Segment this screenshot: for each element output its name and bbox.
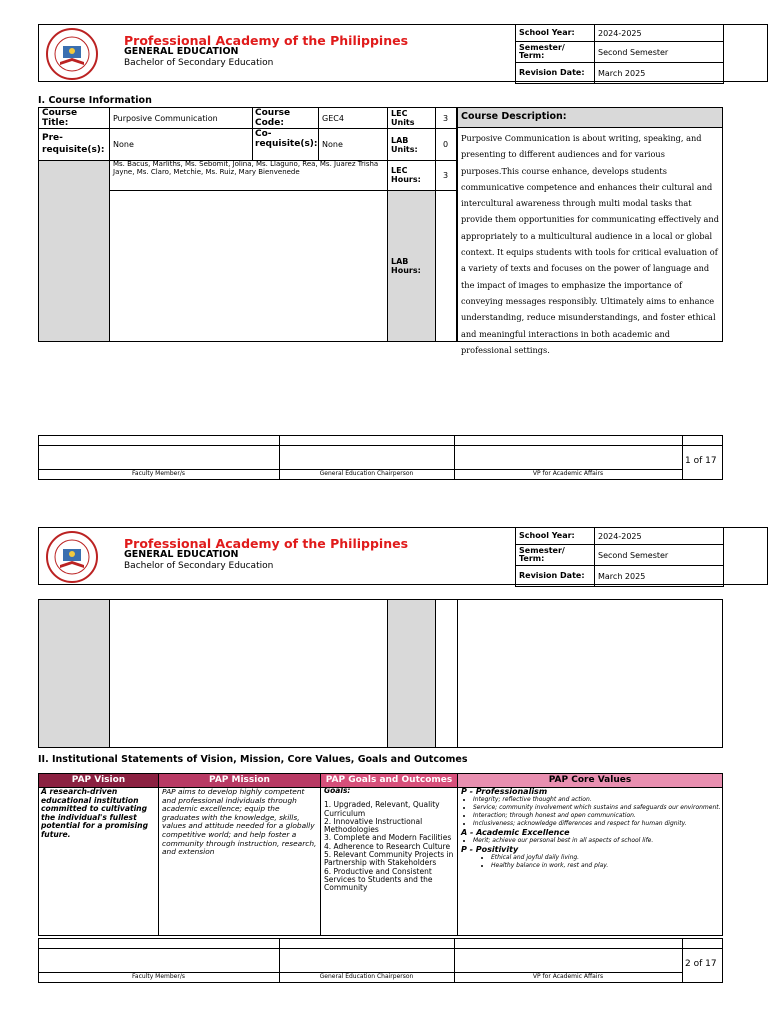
lec-units: 3: [443, 114, 449, 123]
core-value-item: • Service; community involvement which sustains and safeguards our environment.: [473, 804, 721, 812]
vp-signature-label: VP for Academic Affairs: [532, 470, 604, 477]
mission-header: PAP Mission: [159, 774, 320, 787]
meta-value: March 2025: [595, 566, 724, 587]
divider: [457, 773, 458, 936]
school-logo: [46, 28, 98, 80]
divider: [38, 128, 457, 129]
department-name: GENERAL EDUCATION: [124, 549, 239, 560]
divider: [38, 948, 723, 949]
course-title-label: Course Title:: [42, 108, 78, 128]
meta-value: Second Semester: [595, 42, 724, 63]
lec-hours-label: LEC Hours:: [391, 166, 421, 184]
meta-value: 2024-2025: [595, 528, 724, 545]
course-code: GEC4: [322, 114, 344, 123]
divider: [682, 938, 683, 983]
divider: [387, 599, 388, 748]
goal-item: 3. Complete and Modern Facilities: [324, 833, 452, 843]
section-2-heading: II. Institutional Statements of Vision, Mission, Core Values, Goals and Outcomes: [38, 754, 468, 765]
school-logo: [46, 531, 98, 583]
meta-label: School Year:: [516, 528, 595, 545]
values-header: PAP Core Values: [458, 774, 722, 787]
divider: [435, 599, 436, 748]
goals-header: PAP Goals and Outcomes: [321, 774, 457, 787]
meta-label: Revision Date:: [516, 566, 595, 587]
label-column-fill: [39, 600, 109, 747]
core-value-item: • Interaction; through honest and open communication.: [473, 812, 721, 820]
meta-label: Semester/ Term:: [516, 545, 595, 566]
lec-hours: 3: [443, 171, 449, 180]
divider: [38, 107, 39, 342]
meta-value: 2024-2025: [595, 25, 724, 42]
divider: [252, 107, 253, 160]
faculty-list: Ms. Bacus, Marliths, Ms. Sebomit, Jolina, Ms. Llaguno, Rea, Ms. Juarez Trisha Jayne, Ms. Claro, Metchie, Ms. Ruiz, Mary Bienvenede: [113, 160, 379, 176]
divider: [109, 107, 110, 342]
course-description: Purposive Communication is about writing, speaking, and presenting to different audiences and for various purposes.This course enhance, develops students communicative competence and enhances their cultural and intercultural awareness through multi modal tasks that provide them opportunities for communicating effectively and appropriately to a multicultural audience in a local or global context. It equips students with tools for critical evaluation of a variety of texts and focuses on the power of language and the impact of images to emphasize the importance of conveying messages responsibly. Ultimately aims to enhance understanding, reduce misunderstandings, and foster ethical and meaningful interactions in both academic and professional settings.: [461, 133, 719, 355]
department-name: GENERAL EDUCATION: [124, 46, 239, 57]
core-value-item: • Ethical and joyful daily living.: [491, 854, 721, 862]
lab-units-label: LAB Units:: [391, 136, 418, 154]
course-info-continued: [38, 599, 723, 748]
course-title: Purposive Communication: [113, 114, 218, 123]
core-value-list: [461, 796, 721, 828]
coreq-label: Co-requisite(s):: [255, 129, 318, 149]
meta-table: [515, 24, 724, 84]
divider: [38, 445, 723, 446]
core-value-head: A - Academic Excellence: [461, 828, 570, 837]
lab-units: 0: [443, 140, 449, 149]
divider: [435, 107, 436, 342]
lab-hours-label: LAB Hours:: [391, 257, 421, 275]
divider: [682, 435, 683, 480]
divider: [109, 599, 110, 748]
goal-item: 4. Adherence to Research Culture: [324, 841, 451, 851]
course-code-label: Course Code:: [255, 108, 291, 128]
core-value-item: • Inclusiveness; acknowledge differences and respect for human dignity.: [473, 820, 721, 828]
goal-item: 2. Innovative Instructional Methodologies: [324, 816, 423, 835]
goals-label: Goals:: [324, 786, 351, 795]
page-number: 2 of 17: [685, 959, 717, 969]
goal-item: 1. Upgraded, Relevant, Quality Curriculum: [324, 800, 440, 818]
meta-label: Revision Date:: [516, 63, 595, 84]
program-name: Bachelor of Secondary Education: [124, 58, 274, 68]
meta-label: School Year:: [516, 25, 595, 42]
divider: [457, 599, 458, 748]
lab-hours-fill: [387, 600, 435, 747]
divider: [320, 773, 321, 936]
label-column-fill: [39, 160, 109, 341]
vp-signature-label: VP for Academic Affairs: [532, 973, 604, 980]
core-value-item: • Integrity; reflective thought and action.: [473, 796, 721, 804]
faculty-signature-label: Faculty Member/s: [132, 973, 185, 980]
school-title: Professional Academy of the Philippines: [124, 33, 409, 48]
section-1-heading: I. Course Information: [38, 95, 152, 106]
prereq: None: [113, 140, 134, 149]
core-value-list: [461, 854, 721, 870]
meta-table: [515, 527, 724, 587]
core-values-block: [461, 787, 721, 870]
core-value-item: • Merit; achieve our personal best in all aspects of school life.: [473, 837, 721, 845]
core-value-head: P - Positivity: [461, 845, 519, 854]
coreq: None: [322, 140, 343, 149]
vision-text: A research-driven educational institution committed to cultivating the individual's fullest potential for a promising future.: [41, 787, 148, 839]
goal-item: 5. Relevant Community Projects in Partnership with Stakeholders: [324, 850, 454, 868]
lec-units-label: LEC Units: [391, 109, 415, 127]
faculty-signature-label: Faculty Member/s: [132, 470, 185, 477]
goal-item: 6. Productive and Consistent Services to Students and the Community: [324, 866, 433, 893]
prereq-label: Pre-requisite(s):: [42, 133, 105, 155]
vision-header: PAP Vision: [39, 774, 158, 787]
goals-block: [324, 787, 456, 893]
meta-label: Semester/ Term:: [516, 42, 595, 63]
core-value-head: P - Professionalism: [461, 787, 548, 796]
divider: [318, 107, 319, 160]
school-title: Professional Academy of the Philippines: [124, 536, 409, 551]
divider: [109, 190, 457, 191]
core-value-list: [461, 837, 721, 845]
core-value-item: • Healthy balance in work, rest and play.: [491, 862, 721, 870]
chair-signature-label: General Education Chairperson: [319, 470, 414, 477]
meta-value: March 2025: [595, 63, 724, 84]
divider: [387, 107, 388, 342]
divider: [158, 773, 159, 936]
page-number: 1 of 17: [685, 456, 717, 466]
meta-value: Second Semester: [595, 545, 724, 566]
mission-text: PAP aims to develop highly competent and professional individuals through academic excellence; equip the graduates with the knowledge, skills, values and attitude needed for a globally competitive world; and help foster a community through instruction, research, and extension: [162, 787, 317, 857]
program-name: Bachelor of Secondary Education: [124, 561, 274, 571]
chair-signature-label: General Education Chairperson: [319, 973, 414, 980]
desc-label: Course Description:: [461, 111, 567, 122]
